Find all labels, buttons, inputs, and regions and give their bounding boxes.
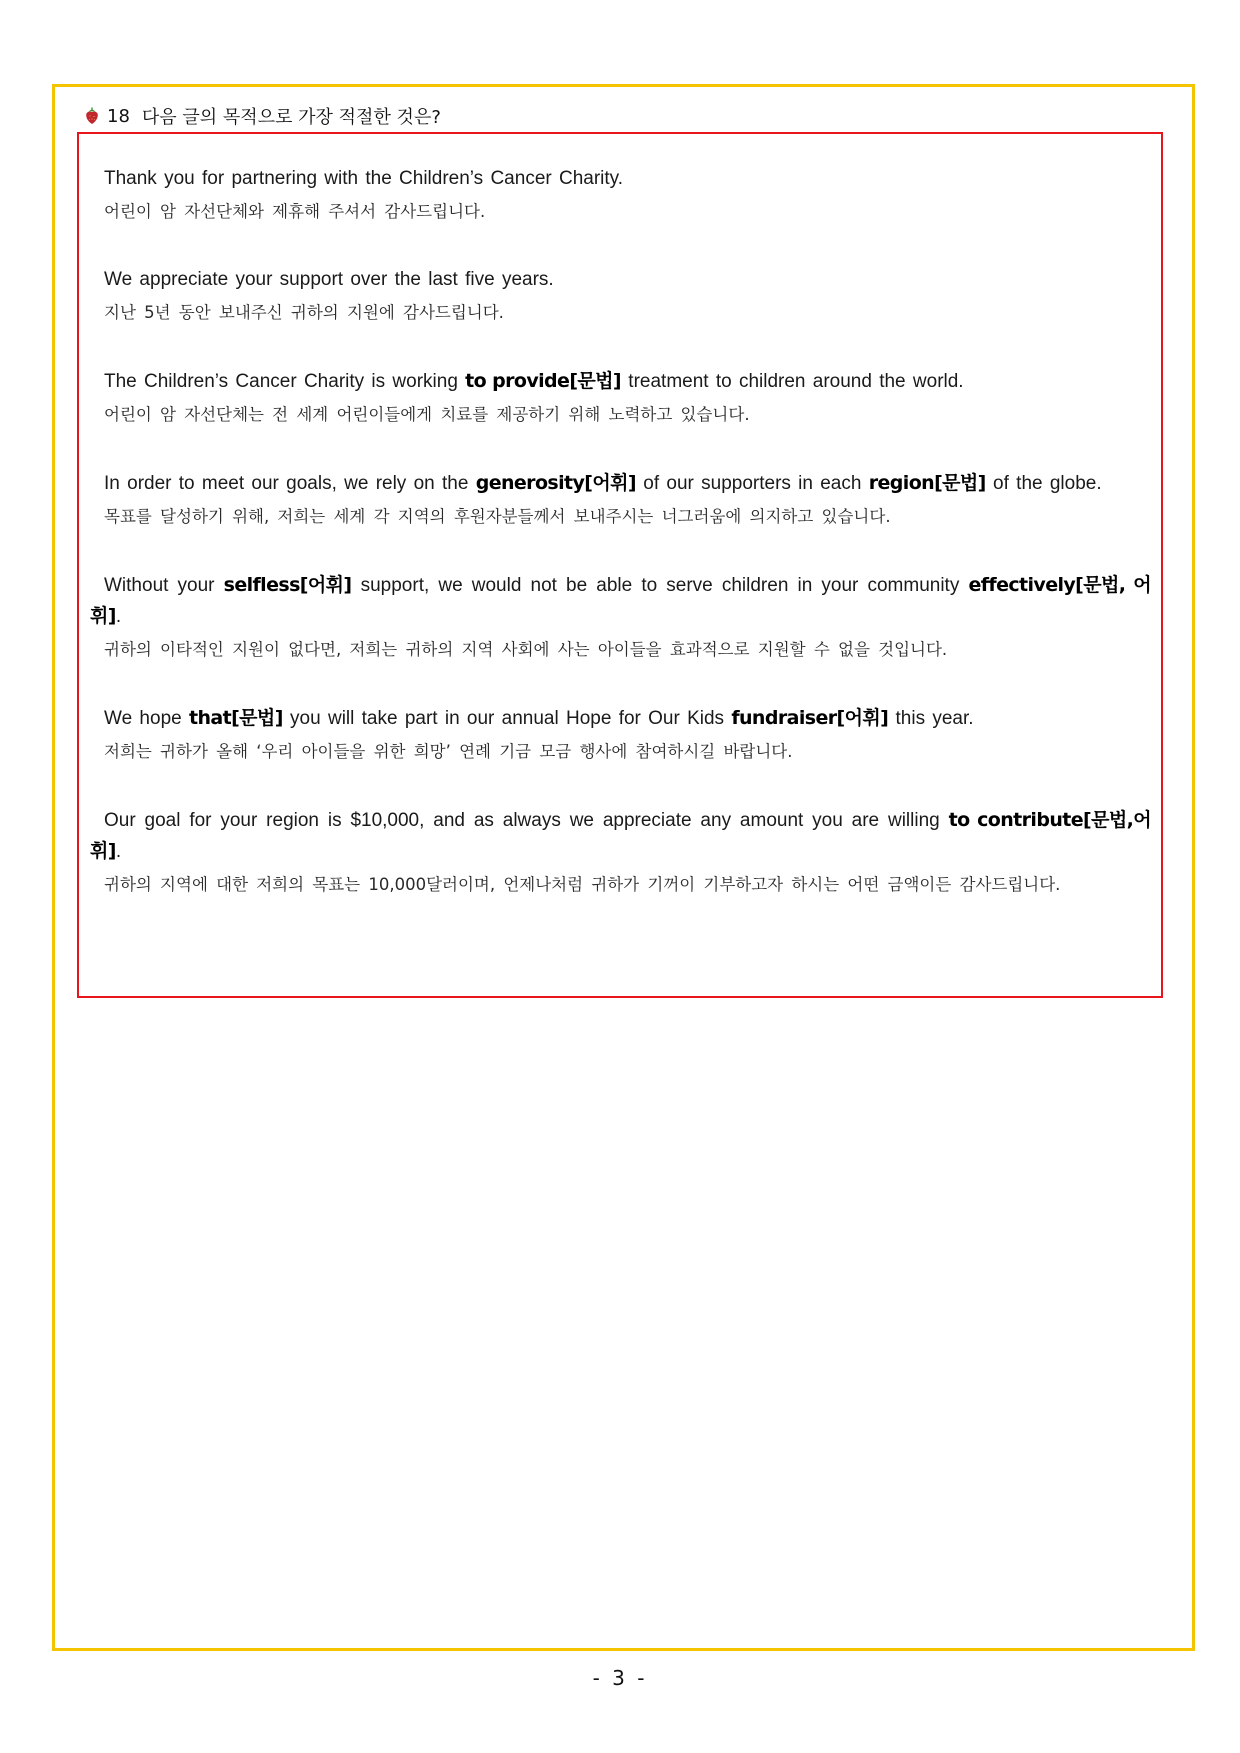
passage: [90, 805, 1151, 900]
passage-text: you will take part in our annual Hope for Our Kids: [282, 708, 732, 729]
key-expression: that[문법]: [188, 707, 283, 729]
passage-text: treatment to children around the world.: [621, 371, 964, 392]
key-expression: region[문법]: [868, 472, 986, 494]
passage-text: .: [115, 606, 122, 627]
key-expression: selfless[어휘]: [223, 574, 352, 596]
question-number: 18: [107, 105, 130, 127]
passage-korean-translation: 귀하의 지역에 대한 저희의 목표는 10,000달러이며, 언제나처럼 귀하가 기꺼이 기부하고자 하시는 어떤 금액이든 감사드립니다.: [104, 875, 1061, 894]
passage-english: [90, 468, 1151, 499]
key-expression: to contribute[문법,어휘]: [90, 809, 1151, 862]
passage-text: .: [115, 841, 122, 862]
passage-text: of our supporters in each: [635, 473, 869, 494]
page-frame: [52, 84, 1195, 1651]
passage-box: [77, 132, 1163, 998]
passage: [90, 570, 1151, 665]
passage-text: Without your: [104, 575, 224, 596]
passage: [90, 703, 1151, 767]
passage: [90, 265, 1151, 328]
passage: [90, 164, 1151, 227]
passage-korean-translation: 어린이 암 자선단체는 전 세계 어린이들에게 치료를 제공하기 위해 노력하고 있습니다.: [104, 405, 750, 424]
passage-list: [90, 164, 1151, 900]
key-expression: to provide[문법]: [465, 370, 622, 392]
passage-text: support, we would not be able to serve children in your community: [351, 575, 969, 596]
passage-text: Our goal for your region is $10,000, and as always we appreciate any amount you are willing: [104, 810, 949, 831]
passage-korean-translation: 지난 5년 동안 보내주신 귀하의 지원에 감사드립니다.: [104, 303, 504, 322]
passage-text: this year.: [888, 708, 974, 729]
passage-english: [90, 805, 1151, 867]
passage-text: The Children’s Cancer Charity is working: [104, 371, 466, 392]
page-number: - 3 -: [592, 1666, 648, 1690]
passage-english: [90, 703, 1151, 734]
passage-english: [90, 570, 1151, 632]
passage: [90, 366, 1151, 430]
passage-korean-translation: 저희는 귀하가 올해 ‘우리 아이들을 위한 희망’ 연례 기금 모금 행사에 참여하시길 바랍니다.: [104, 742, 793, 761]
key-expression: effectively[문법, 어휘]: [90, 574, 1151, 627]
passage-english: [90, 265, 1151, 295]
passage: [90, 468, 1151, 532]
key-expression: generosity[어휘]: [475, 472, 636, 494]
question-header: [85, 103, 441, 129]
passage-text: Thank you for partnering with the Children’s Cancer Charity.: [104, 168, 624, 189]
strawberry-icon: [85, 107, 99, 125]
passage-text: of the globe.: [985, 473, 1102, 494]
passage-english: [90, 164, 1151, 194]
passage-korean-translation: 어린이 암 자선단체와 제휴해 주셔서 감사드립니다.: [104, 202, 486, 221]
passage-text: In order to meet our goals, we rely on the: [104, 473, 476, 494]
passage-text: We hope: [104, 708, 189, 729]
passage-korean-translation: 귀하의 이타적인 지원이 없다면, 저희는 귀하의 지역 사회에 사는 아이들을 효과적으로 지원할 수 없을 것입니다.: [104, 640, 948, 659]
passage-korean-translation: 목표를 달성하기 위해, 저희는 세계 각 지역의 후원자분들께서 보내주시는 너그러움에 의지하고 있습니다.: [104, 507, 891, 526]
passage-english: [90, 366, 1151, 397]
passage-text: We appreciate your support over the last five years.: [104, 269, 554, 290]
question-text: 다음 글의 목적으로 가장 적절한 것은?: [141, 107, 441, 128]
key-expression: fundraiser[어휘]: [731, 707, 889, 729]
